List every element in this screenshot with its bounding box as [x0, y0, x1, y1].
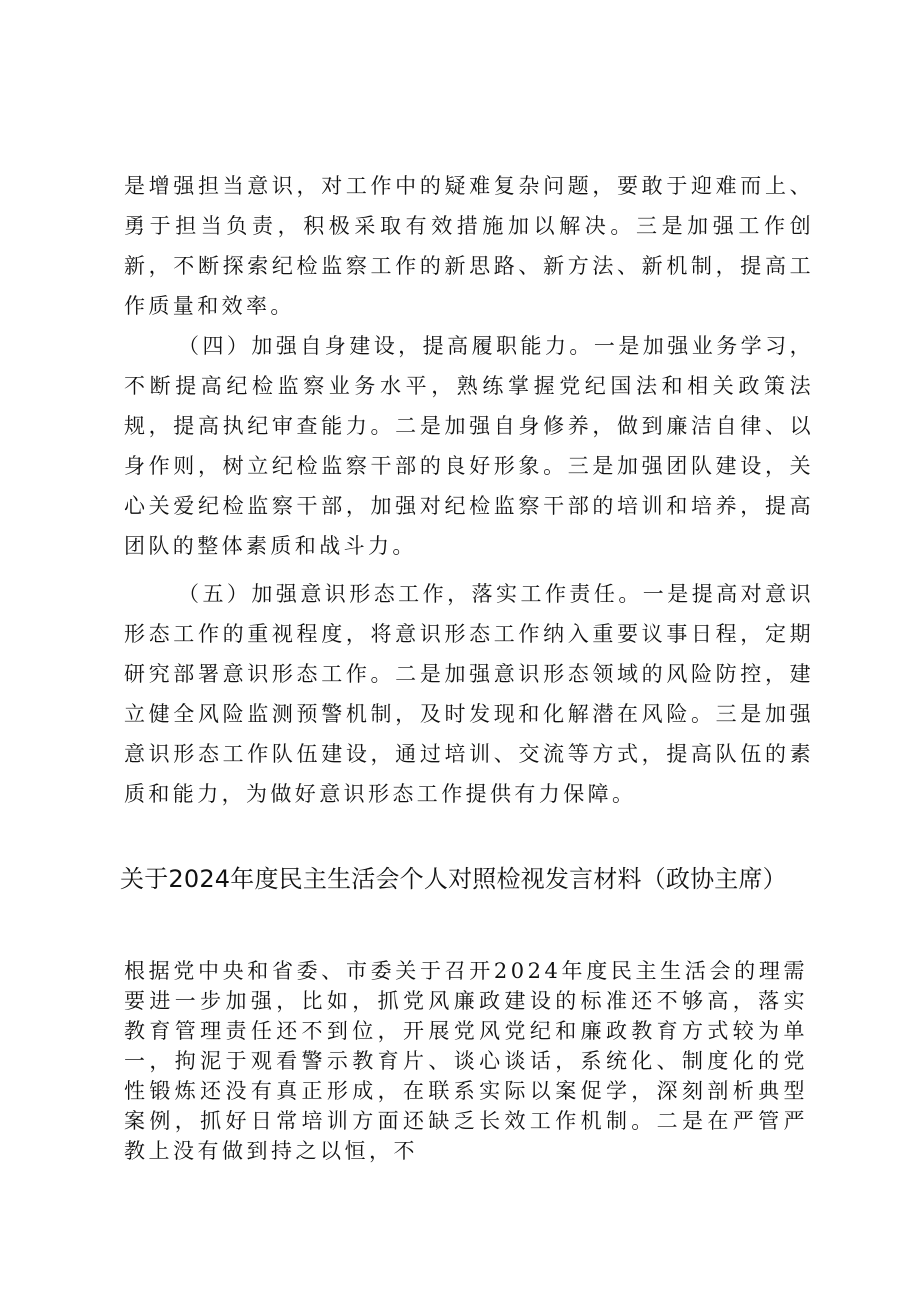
body-text-section: [124, 166, 814, 814]
paragraph-section-five: （五）加强意识形态工作，落实工作责任。一是提高对意识形态工作的重视程度，将意识形态工作纳入重要议事日程，定期研究部署意识形态工作。二是加强意识形态领域的风险防控，建立健全风险监测预警机制，及时发现和化解潜在风险。三是加强意识形态工作队伍建设，通过培训、交流等方式，提高队伍的素质和能力，为做好意识形态工作提供有力保障。: [124, 582, 814, 806]
paragraph-continuation: 是增强担当意识，对工作中的疑难复杂问题，要敢于迎难而上、勇于担当负责，积极采取有效措施加以解决。三是加强工作创新，不断探索纪检监察工作的新思路、新方法、新机制，提高工作质量和效率。: [124, 174, 814, 318]
document-title: 关于2024年度民主生活会个人对照检视发言材料（政协主席）: [120, 865, 787, 893]
speech-body-section: [124, 956, 808, 1166]
paragraph-section-four: （四）加强自身建设，提高履职能力。一是加强业务学习，不断提高纪检监察业务水平，熟练掌握党纪国法和相关政策法规，提高执纪审查能力。二是加强自身修养，做到廉洁自律、以身作则，树立纪检监察干部的良好形象。三是加强团队建设，关心关爱纪检监察干部，加强对纪检监察干部的培训和培养，提高团队的整体素质和战斗力。: [124, 334, 814, 558]
paragraph-speech-intro: 根据党中央和省委、市委关于召开2024年度民主生活会的理需要进一步加强，比如，抓党风廉政建设的标准还不够高，落实教育管理责任还不到位，开展党风党纪和廉政教育方式较为单一，拘泥于观看警示教育片、谈心谈话，系统化、制度化的党性锻炼还没有真正形成，在联系实际以案促学，深刻剖析典型案例，抓好日常培训方面还缺乏长效工作机制。二是在严管严教上没有做到持之以恒，不: [124, 959, 808, 1163]
